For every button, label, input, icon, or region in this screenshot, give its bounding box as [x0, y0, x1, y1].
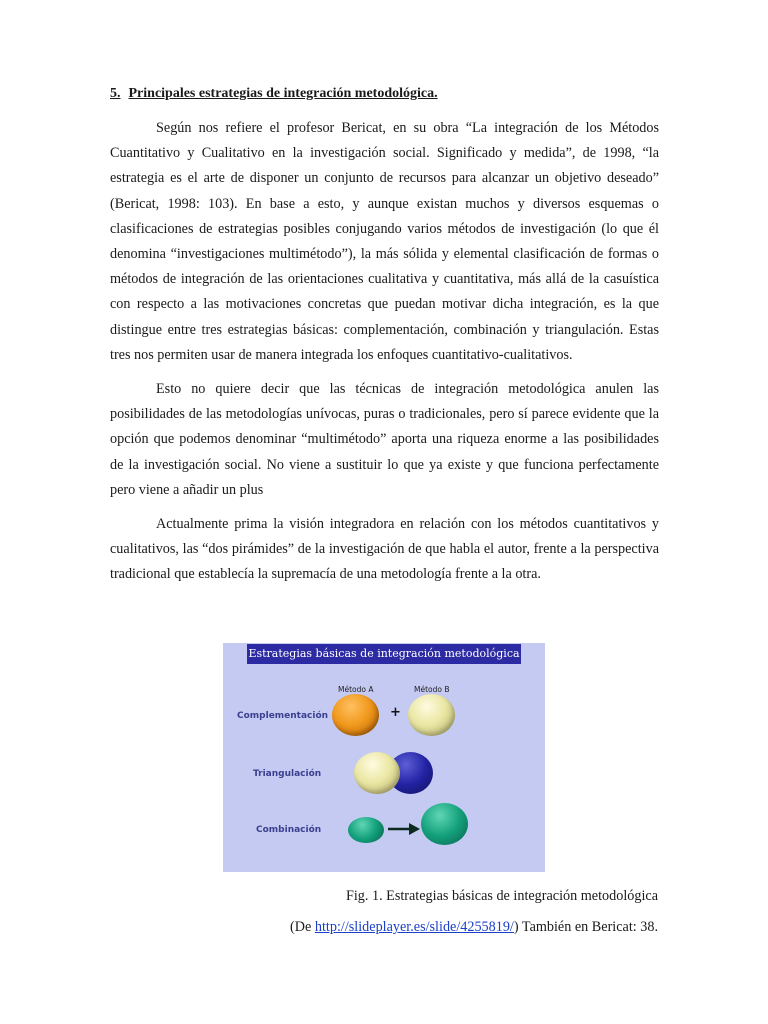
method-b-label: Método B [414, 685, 450, 694]
complementacion-label: Complementación [237, 711, 329, 721]
method-a-label: Método A [338, 685, 374, 694]
combinacion-label: Combinación [256, 825, 322, 835]
section-heading [110, 84, 659, 104]
strategies-figure [223, 643, 545, 872]
triangulation-sphere-a [354, 752, 400, 794]
section-title: Principales estrategias de integración metodológica. [128, 86, 438, 101]
section-number: 5. [110, 86, 121, 101]
triangulacion-label: Triangulación [253, 769, 322, 779]
method-a-sphere [332, 694, 379, 736]
document-body [110, 84, 659, 597]
plus-sign: + [390, 705, 401, 720]
combination-small-sphere [348, 817, 384, 843]
paragraph-3: Actualmente prima la visión integradora en relación con los métodos cuantitativos y cualitativos, las “dos pirámides” de la investigación de que habla el autor, frente a la perspectiva tradicional que establecía la supremacía de una metodología frente a la otra. [110, 516, 659, 583]
source-prefix: (De [290, 919, 315, 935]
figure-title: Estrategias básicas de integración metodológica [247, 644, 521, 664]
method-b-sphere [408, 694, 455, 736]
figure-source [290, 919, 658, 936]
source-suffix: ) También en Bericat: 38. [513, 919, 658, 935]
paragraph-1: Según nos refiere el profesor Bericat, en su obra “La integración de los Métodos Cuantitativo y Cualitativo en la investigación social. Significado y medida”, de 1998, “la estrategia es el arte de disponer un conjunto de recursos para alcanzar un objetivo deseado” (Bericat, 1998: 103). En base a esto, y aunque existan muchos y diversos esquemas o clasificaciones de estrategias posibles conjugando varios métodos de investigación (lo que él denomina “investigaciones multimétodo”), la más sólida y elemental clasificación de formas o métodos de integración de las orientaciones cualitativa y cuantitativa, más allá de la casuística con respecto a las motivaciones concretas que puedan motivar dicha integración, es la que distingue entre tres estrategias básicas: complementación, combinación y triangulación. Estas tres nos permiten usar de manera integrada los enfoques cuantitativo-cualitativos. [110, 120, 659, 363]
figure-caption: Fig. 1. Estrategias básicas de integración metodológica [345, 888, 658, 904]
paragraph-2: Esto no quiere decir que las técnicas de integración metodológica anulen las posibilidades de las metodologías unívocas, puras o tradicionales, pero sí parece evidente que la opción que podemos denominar “multimétodo” aporta una riqueza enorme a las posibilidades de la investigación social. No viene a sustituir lo que ya existe y que funciona perfectamente pero viene a añadir un plus [110, 381, 659, 498]
combination-large-sphere [421, 803, 468, 845]
source-link[interactable]: http://slideplayer.es/slide/4255819/ [314, 919, 514, 935]
arrow-right-icon [387, 821, 421, 837]
